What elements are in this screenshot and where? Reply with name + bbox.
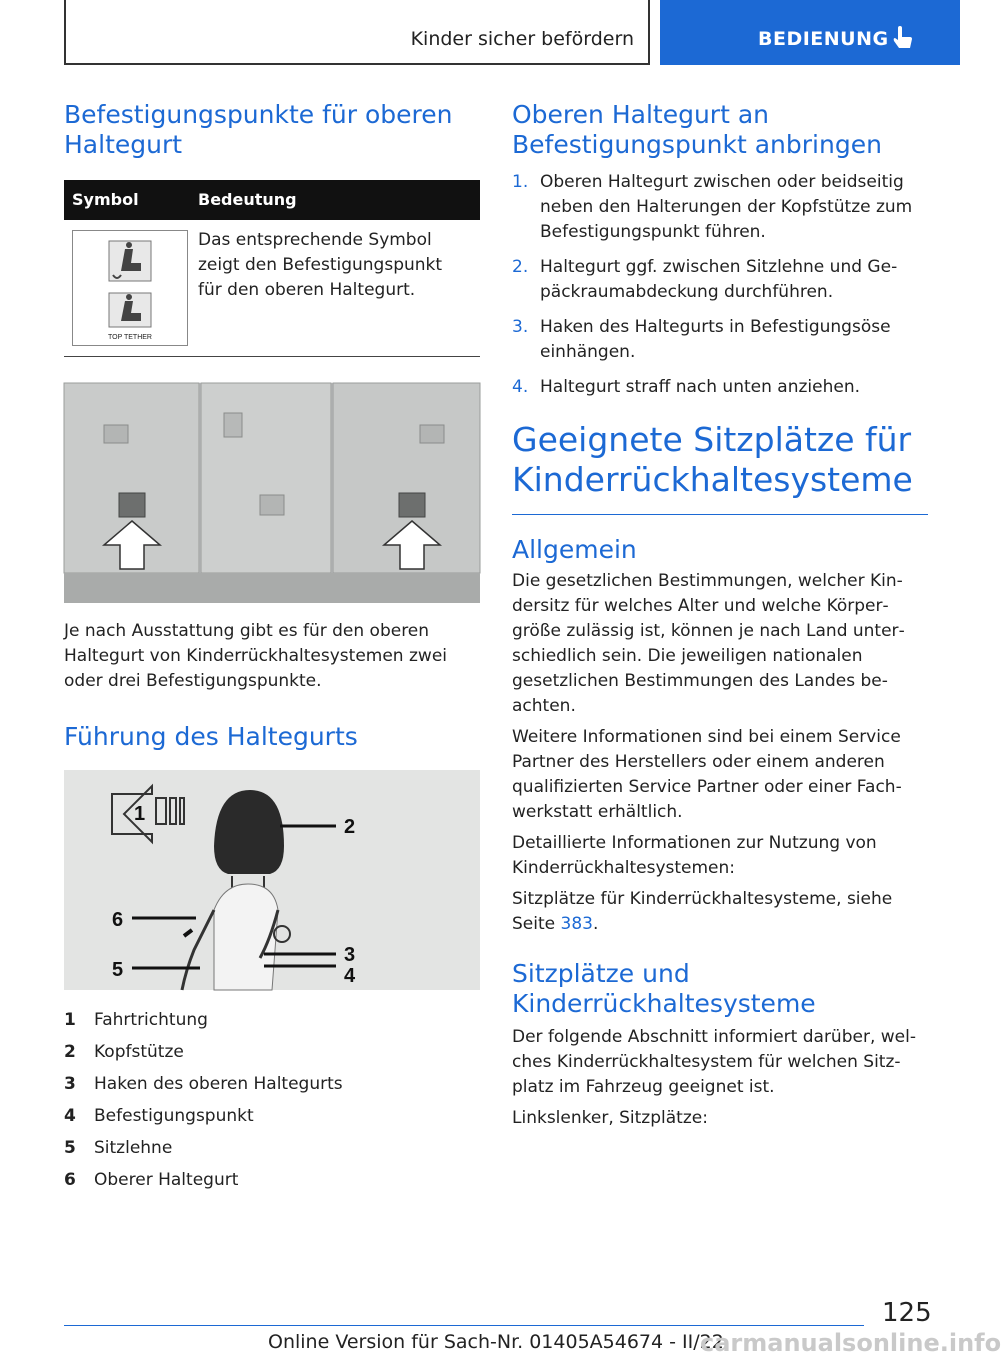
- paragraph-left-hand-drive: Linkslenker, Sitzplätze:: [512, 1108, 708, 1128]
- figure-label-6: 6: [112, 909, 124, 931]
- heading-attach-belt: Oberen Haltegurt an Befestigungspunkt anbringen: [512, 100, 882, 159]
- symbol-table-row: [64, 220, 480, 357]
- right-column: [512, 100, 928, 1131]
- section-label: BEDIENUNG: [758, 28, 889, 50]
- svg-text:TOP TETHER: TOP TETHER: [108, 334, 152, 341]
- heading-anchor-points: Befestigungspunkte für oberen Haltegurt: [64, 100, 453, 159]
- figure-label-3: 3: [344, 944, 356, 966]
- legend-item: 3 Haken des oberen Haltegurts: [64, 1073, 343, 1094]
- footer-text: Online Version für Sach-Nr. 01405A54674 - II/22: [268, 1331, 724, 1353]
- step-item: 4. Haltegurt straff nach unten anziehen.: [512, 377, 860, 397]
- figure-label-5: 5: [112, 959, 124, 981]
- heading-belt-routing: Führung des Haltegurts: [64, 722, 358, 751]
- header-frame: [64, 0, 650, 65]
- heading-rule: [512, 514, 928, 515]
- col-symbol: Symbol: [72, 190, 139, 209]
- legend-item: 5 Sitzlehne: [64, 1137, 173, 1158]
- step-item: 3. Haken des Haltegurts in Befestigungsöse einhängen.: [512, 317, 891, 362]
- paragraph-details: Detaillierte Informationen zur Nutzung von Kinderrückhaltesystemen:: [512, 833, 877, 878]
- legend-item: 4 Befestigungspunkt: [64, 1105, 254, 1126]
- figure-belt-routing: [64, 770, 480, 990]
- figure-label-4: 4: [344, 965, 356, 987]
- heading-general: Allgemein: [512, 535, 637, 564]
- child-seat-anchor-icon: [73, 231, 187, 345]
- step-item: 1. Oberen Haltegurt zwischen oder beidseitig neben den Halterungen der Kopfstütze zum Befestigungspunkt führen.: [512, 172, 913, 242]
- steps-list: [512, 170, 928, 400]
- watermark: carmanualsonline.info: [700, 1329, 1001, 1357]
- main-heading-seats: Geeignete Sitzplätze für Kinderrückhaltesysteme: [512, 420, 913, 499]
- heading-seats-systems: Sitzplätze und Kinderrückhaltesysteme: [512, 959, 816, 1018]
- paragraph-regulations: Die gesetzlichen Bestimmungen, welcher Kindersitz für welches Alter und welche Körpergröße zulässig ist, können je nach Land unterschiedlich sein. Die jeweiligen nationalen gesetzlichen Bestimmungen des Landes beachten.: [512, 571, 905, 716]
- paragraph-anchor-count: Je nach Ausstattung gibt es für den oberen Haltegurt von Kinderrückhaltesystemen zwei oder drei Befestigungspunkte.: [64, 621, 447, 691]
- symbol-table-header: [64, 180, 480, 220]
- paragraph-following-section: Der folgende Abschnitt informiert darüber, welches Kinderrückhaltesystem für welchen Sitzplatz im Fahrzeug geeignet ist.: [512, 1027, 916, 1097]
- col-meaning: Bedeutung: [198, 190, 297, 209]
- symbol-description: Das entsprechende Symbol zeigt den Befestigungspunkt für den oberen Haltegurt.: [198, 230, 443, 300]
- photo-trunk-anchors: [64, 383, 480, 603]
- legend-item: 1 Fahrtrichtung: [64, 1009, 208, 1030]
- hand-pointer-icon: [892, 26, 914, 54]
- figure-legend: [64, 1004, 480, 1196]
- step-item: 2. Haltegurt ggf. zwischen Sitzlehne und Gepäckraumabdeckung durchführen.: [512, 257, 898, 302]
- page-link[interactable]: 383: [560, 914, 593, 934]
- figure-label-2: 2: [344, 816, 356, 838]
- paragraph-service: Weitere Informationen sind bei einem Service Partner des Herstellers oder einem anderen qualifizierten Service Partner oder einer Fachwerkstatt erhältlich.: [512, 727, 902, 822]
- paragraph-see-page: Sitzplätze für Kinderrückhaltesysteme, siehe Seite 383.: [512, 889, 893, 934]
- left-column: [64, 100, 480, 1196]
- figure-label-1: 1: [134, 803, 146, 825]
- legend-item: 2 Kopfstütze: [64, 1041, 184, 1062]
- section-tab[interactable]: [660, 0, 960, 65]
- footer-rule: [64, 1325, 864, 1326]
- page-number: 125: [882, 1298, 932, 1328]
- chapter-title: Kinder sicher befördern: [410, 28, 634, 50]
- legend-item: 6 Oberer Haltegurt: [64, 1169, 239, 1190]
- top-tether-symbol: [72, 230, 188, 346]
